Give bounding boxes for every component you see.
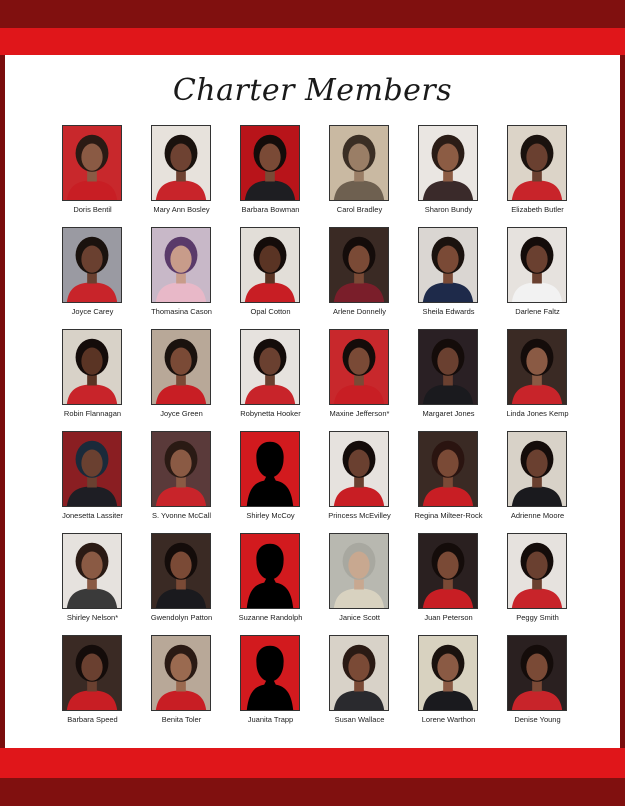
member-card	[315, 533, 404, 635]
member-name: Robin Flannagan	[63, 409, 122, 418]
member-photo	[418, 431, 478, 507]
member-name: Adrienne Moore	[510, 511, 565, 520]
member-card	[48, 227, 137, 329]
member-name: Doris Bentil	[73, 205, 112, 214]
member-card	[226, 635, 315, 737]
member-name: Shirley Nelson*	[66, 613, 119, 622]
member-photo	[151, 431, 211, 507]
member-photo	[418, 125, 478, 201]
member-card	[137, 635, 226, 737]
member-name: Janice Scott	[339, 613, 380, 622]
member-card	[315, 431, 404, 533]
member-card	[493, 125, 582, 227]
silhouette-placeholder	[240, 533, 300, 609]
member-card	[315, 125, 404, 227]
member-card	[404, 329, 493, 431]
member-photo	[329, 533, 389, 609]
member-card	[48, 431, 137, 533]
top-dark-band	[0, 0, 625, 28]
member-card	[226, 125, 315, 227]
member-name: Mary Ann Bosley	[153, 205, 210, 214]
member-name: Linda Jones Kemp	[506, 409, 569, 418]
member-name: Joyce Carey	[71, 307, 114, 316]
member-name: Margaret Jones	[422, 409, 475, 418]
member-photo	[62, 329, 122, 405]
member-name: Sharon Bundy	[424, 205, 473, 214]
member-card	[137, 329, 226, 431]
member-card	[226, 329, 315, 431]
member-card	[493, 533, 582, 635]
member-card	[493, 329, 582, 431]
member-photo	[151, 329, 211, 405]
member-photo	[507, 227, 567, 303]
member-card	[137, 431, 226, 533]
member-name: Peggy Smith	[516, 613, 559, 622]
bottom-dark-band	[0, 778, 625, 806]
bottom-red-band	[0, 748, 625, 778]
member-grid	[5, 125, 625, 737]
member-card	[404, 635, 493, 737]
member-name: Lorene Warthon	[421, 715, 476, 724]
member-name: Barbara Bowman	[241, 205, 300, 214]
member-photo	[62, 125, 122, 201]
member-card	[48, 533, 137, 635]
member-name: Maxine Jefferson*	[329, 409, 390, 418]
member-photo	[507, 533, 567, 609]
member-name: Elizabeth Butler	[511, 205, 564, 214]
member-name: Juan Peterson	[424, 613, 473, 622]
member-photo	[507, 125, 567, 201]
member-name: Regina Milteer-Rock	[414, 511, 483, 520]
member-name: Gwendolyn Patton	[150, 613, 213, 622]
member-photo	[329, 635, 389, 711]
member-photo	[151, 227, 211, 303]
member-photo	[418, 227, 478, 303]
member-card	[315, 329, 404, 431]
member-photo	[62, 431, 122, 507]
page-title: Charter Members	[172, 73, 453, 108]
member-name: Joyce Green	[160, 409, 203, 418]
member-photo	[62, 635, 122, 711]
member-card	[226, 227, 315, 329]
content-panel	[5, 55, 620, 748]
member-name: Shirley McCoy	[246, 511, 295, 520]
member-card	[404, 227, 493, 329]
member-card	[48, 329, 137, 431]
member-name: S. Yvonne McCall	[151, 511, 212, 520]
member-card	[315, 227, 404, 329]
member-photo	[240, 125, 300, 201]
member-card	[493, 635, 582, 737]
member-card	[137, 125, 226, 227]
member-name: Darlene Faltz	[515, 307, 560, 316]
member-photo	[507, 329, 567, 405]
silhouette-placeholder	[240, 431, 300, 507]
member-name: Denise Young	[514, 715, 561, 724]
member-photo	[329, 227, 389, 303]
member-photo	[507, 635, 567, 711]
member-card	[226, 533, 315, 635]
member-photo	[151, 125, 211, 201]
member-card	[404, 125, 493, 227]
member-name: Jonesetta Lassiter	[62, 511, 123, 520]
member-card	[226, 431, 315, 533]
member-photo	[62, 227, 122, 303]
member-photo	[418, 329, 478, 405]
member-name: Opal Cotton	[250, 307, 291, 316]
member-name: Robynetta Hooker	[240, 409, 301, 418]
member-name: Thomasina Cason	[151, 307, 212, 316]
silhouette-placeholder	[240, 635, 300, 711]
member-card	[137, 227, 226, 329]
member-photo	[418, 635, 478, 711]
member-photo	[240, 227, 300, 303]
member-name: Arlene Donnelly	[333, 307, 386, 316]
member-photo	[240, 329, 300, 405]
member-photo	[329, 125, 389, 201]
member-photo	[62, 533, 122, 609]
top-red-band	[0, 28, 625, 55]
member-name: Suzanne Randolph	[238, 613, 303, 622]
member-card	[137, 533, 226, 635]
member-name: Juanita Trapp	[247, 715, 294, 724]
member-card	[493, 431, 582, 533]
member-name: Susan Wallace	[334, 715, 385, 724]
member-photo	[151, 533, 211, 609]
member-card	[315, 635, 404, 737]
member-card	[48, 125, 137, 227]
member-card	[48, 635, 137, 737]
member-name: Princess McEvilley	[328, 511, 391, 520]
member-photo	[329, 329, 389, 405]
member-photo	[329, 431, 389, 507]
member-name: Benita Toler	[161, 715, 202, 724]
member-name: Sheila Edwards	[422, 307, 475, 316]
member-photo	[151, 635, 211, 711]
member-card	[404, 431, 493, 533]
member-card	[404, 533, 493, 635]
member-photo	[507, 431, 567, 507]
member-card	[493, 227, 582, 329]
member-name: Barbara Speed	[67, 715, 118, 724]
member-name: Carol Bradley	[336, 205, 383, 214]
member-photo	[418, 533, 478, 609]
